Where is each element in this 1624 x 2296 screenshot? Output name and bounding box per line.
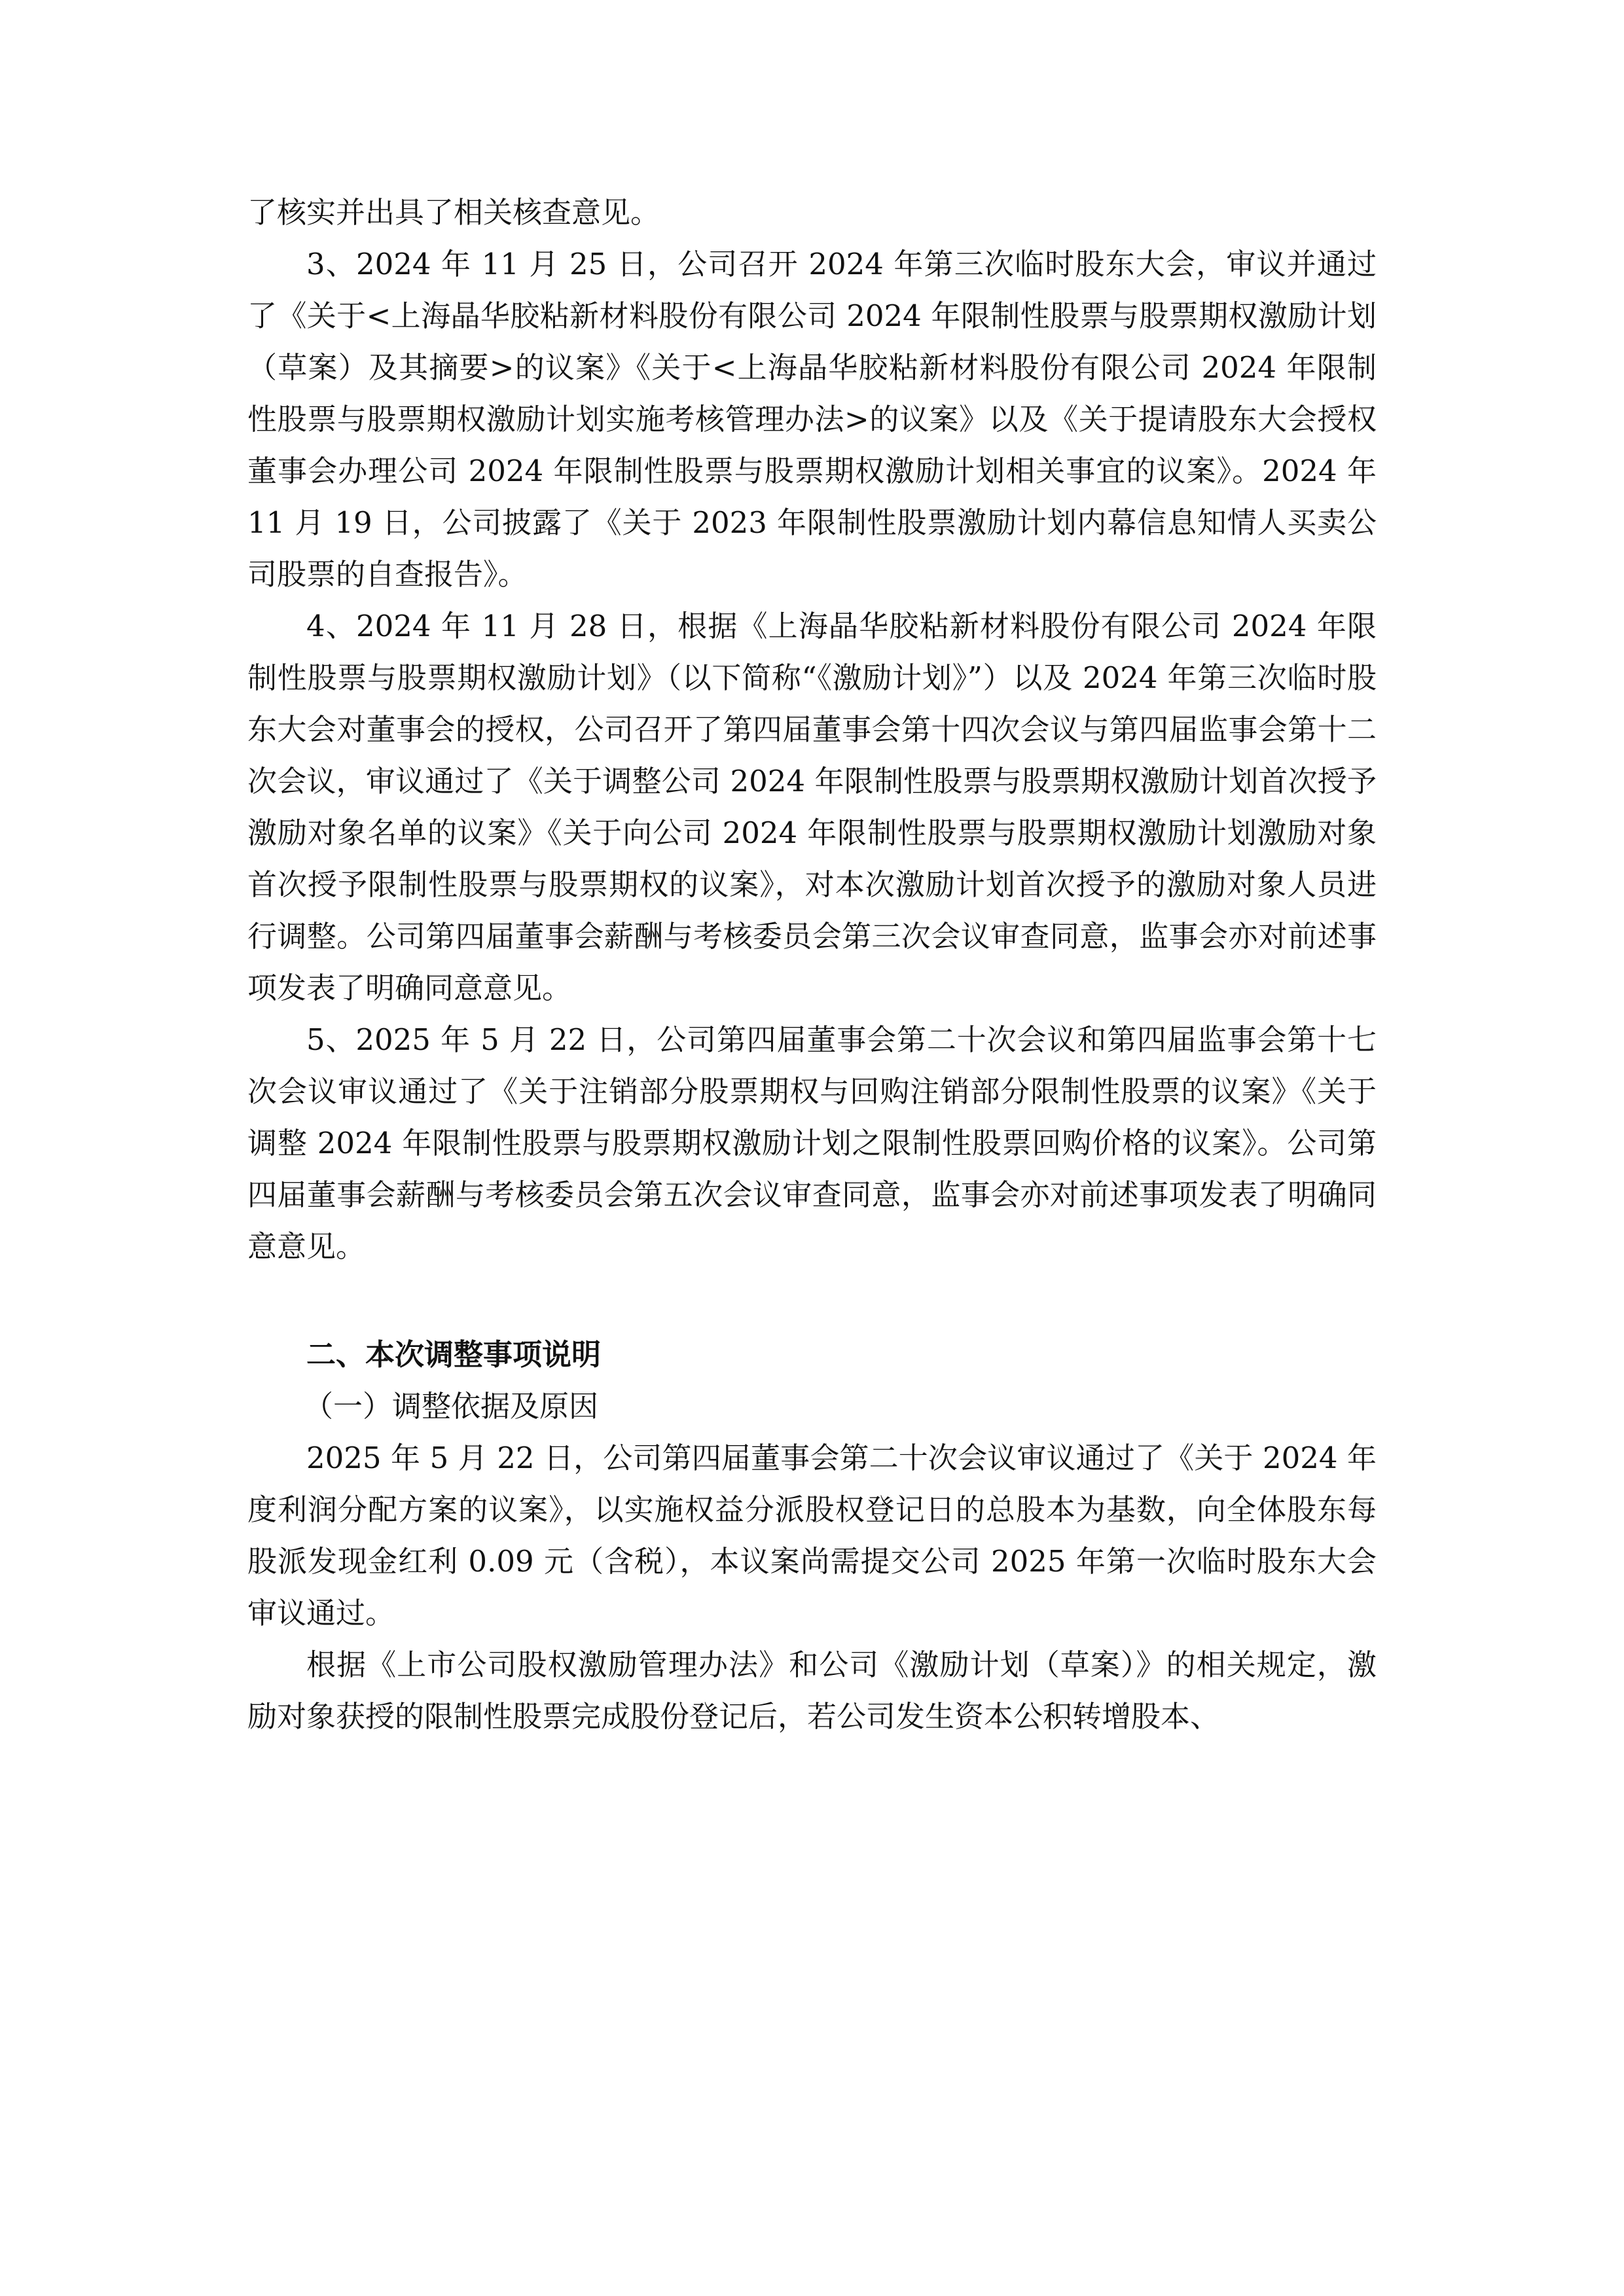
paragraph-dividend: 2025 年 5 月 22 日，公司第四届董事会第二十次会议审议通过了《关于 2024 年度利润分配方案的议案》，以实施权益分派股权登记日的总股本为基数，向全体股东每股派发现金红利 0.09 元（含税），本议案尚需提交公司 2025 年第一次临时股东大会审议通过。 [247,1441,1377,1630]
paragraph-regulation: 根据《上市公司股权激励管理办法》和公司《激励计划（草案）》的相关规定，激励对象获授的限制性股票完成股份登记后，若公司发生资本公积转增股本、 [247,1647,1377,1734]
section-heading: 二、本次调整事项说明 [306,1337,602,1372]
subsection-heading: （一）调整依据及原因 [304,1389,599,1424]
paragraph-item-5: 5、2025 年 5 月 22 日，公司第四届董事会第二十次会议和第四届监事会第十七次会议审议通过了《关于注销部分股票期权与回购注销部分限制性股票的议案》《关于调整 2024 年限制性股票与股票期权激励计划之限制性股票回购价格的议案》。公司第四届董事会薪酬与考核委员会第五次会议审查同意，监事会亦对前述事项发表了明确同意意见。 [247,1022,1377,1264]
document-body [247,187,1377,1742]
paragraph-continuation: 了核实并出具了相关核查意见。 [247,195,660,230]
paragraph-item-3: 3、2024 年 11 月 25 日，公司召开 2024 年第三次临时股东大会，审议并通过了《关于<上海晶华胶粘新材料股份有限公司 2024 年限制性股票与股票期权激励计划（草案）及其摘要>的议案》《关于<上海晶华胶粘新材料股份有限公司 2024 年限制性股票与股票期权激励计划实施考核管理办法>的议案》以及《关于提请股东大会授权董事会办理公司 2024 年限制性股票与股票期权激励计划相关事宜的议案》。2024 年 11 月 19 日，公司披露了《关于 2023 年限制性股票激励计划内幕信息知情人买卖公司股票的自查报告》。 [247,247,1377,592]
paragraph-item-4: 4、2024 年 11 月 28 日，根据《上海晶华胶粘新材料股份有限公司 2024 年限制性股票与股票期权激励计划》（以下简称“《激励计划》”）以及 2024 年第三次临时股东大会对董事会的授权，公司召开了第四届董事会第十四次会议与第四届监事会第十二次会议，审议通过了《关于调整公司 2024 年限制性股票与股票期权激励计划首次授予激励对象名单的议案》《关于向公司 2024 年限制性股票与股票期权激励计划激励对象首次授予限制性股票与股票期权的议案》，对本次激励计划首次授予的激励对象人员进行调整。公司第四届董事会薪酬与考核委员会第三次会议审查同意，监事会亦对前述事项发表了明确同意意见。 [247,609,1377,1005]
